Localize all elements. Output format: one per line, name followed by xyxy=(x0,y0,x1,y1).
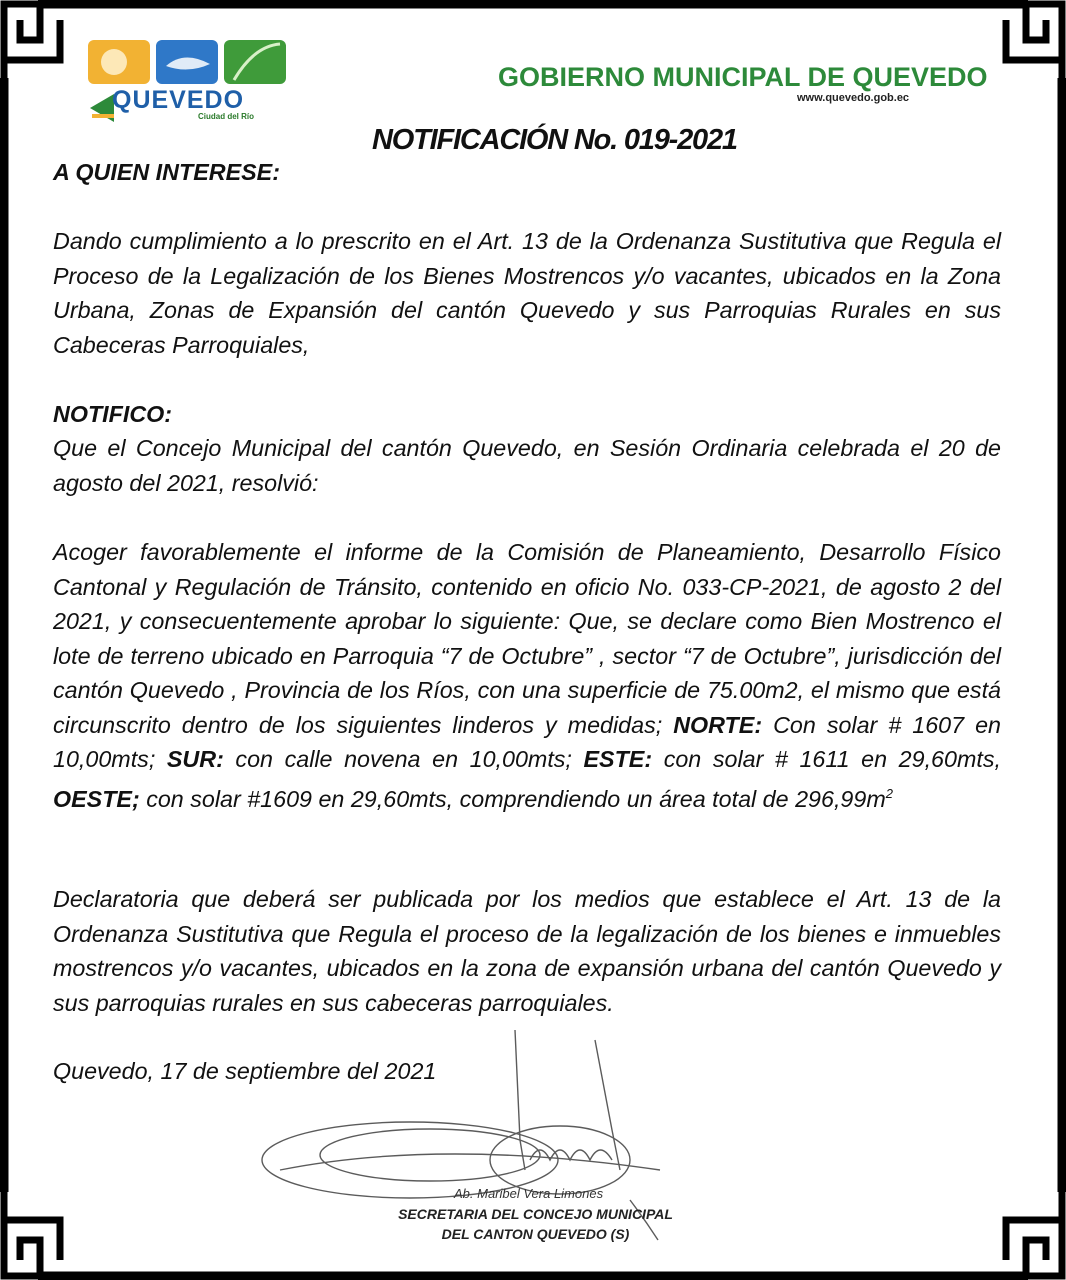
area-superscript: 2 xyxy=(885,785,893,801)
sur-text: con calle novena en 10,00mts; xyxy=(223,746,584,772)
declaration-paragraph: Declaratoria que deberá ser publicada por los medios que establece el Art. 13 de la Ordenanza Sustitutiva que Regula el proceso de la legalización de los bienes e inmuebles mostrencos y/o vacantes, ubicados en la zona de expansión urbana del cantón Quevedo y sus parroquias rurales en sus cabeceras parroquiales. xyxy=(53,886,1001,1016)
oeste-label: OESTE; xyxy=(53,785,140,812)
norte-label: NORTE: xyxy=(673,711,763,738)
notification-title: NOTIFICACIÓN No. 019-2021 xyxy=(372,124,737,156)
salutation: A QUIEN INTERESE: xyxy=(53,159,280,185)
este-label: ESTE: xyxy=(583,746,653,772)
website-url: www.quevedo.gob.ec xyxy=(797,92,910,104)
date-line: Quevedo, 17 de septiembre del 2021 xyxy=(53,1058,437,1084)
resolution-text: Acoger favorablemente el informe de la Comisión de Planeamiento, Desarrollo Físico Cantonal y Regulación de Tránsito, contenido en oficio No. 033-CP-2021, de agosto 2 del 2021, y consecuentemente aprobar lo siguiente: Que, se declare como Bien Mostrenco el lote de terreno ubicado en Parroquia “7 de Octubre” , sector “7 de Octubre”, jurisdicción del cantón Quevedo , Provincia de los Ríos, con una superficie de 75.00m2, el mismo que está circunscrito dentro de los siguientes linderos y medidas; xyxy=(53,539,1001,738)
resolution-paragraph xyxy=(53,535,1001,816)
signatory-role-line1: SECRETARIA DEL CONCEJO MUNICIPAL xyxy=(398,1206,673,1222)
sur-label: SUR: xyxy=(166,746,224,772)
logo-tagline: Ciudad del Río xyxy=(198,112,254,121)
government-heading: GOBIERNO MUNICIPAL DE QUEVEDO xyxy=(498,62,988,92)
logo-wordmark: QUEVEDO xyxy=(112,86,245,114)
oeste-text: con solar #1609 en 29,60mts, comprendiendo un área total de 296,99m xyxy=(139,785,886,812)
intro-paragraph: Dando cumplimiento a lo prescrito en el Art. 13 de la Ordenanza Sustitutiva que Regula el Proceso de la Legalización de los Bienes Mostrencos y/o vacantes, ubicados en la Zona Urbana, Zonas de Expansión del cantón Quevedo y sus Parroquias Rurales en sus Cabeceras Parroquiales, xyxy=(53,228,1001,358)
signatory-name: Ab. Maribel Vera Limones xyxy=(454,1186,604,1201)
notifico-heading: NOTIFICO: xyxy=(53,401,173,427)
signatory-role-line2: DEL CANTON QUEVEDO (S) xyxy=(441,1226,630,1242)
notifico-paragraph: Que el Concejo Municipal del cantón Quevedo, en Sesión Ordinaria celebrada el 20 de agosto del 2021, resolvió: xyxy=(53,435,1001,496)
este-text: con solar # 1611 en 29,60mts, xyxy=(652,746,1001,772)
norte-text: Con solar # 1607 en 10,00mts; xyxy=(53,711,1002,772)
